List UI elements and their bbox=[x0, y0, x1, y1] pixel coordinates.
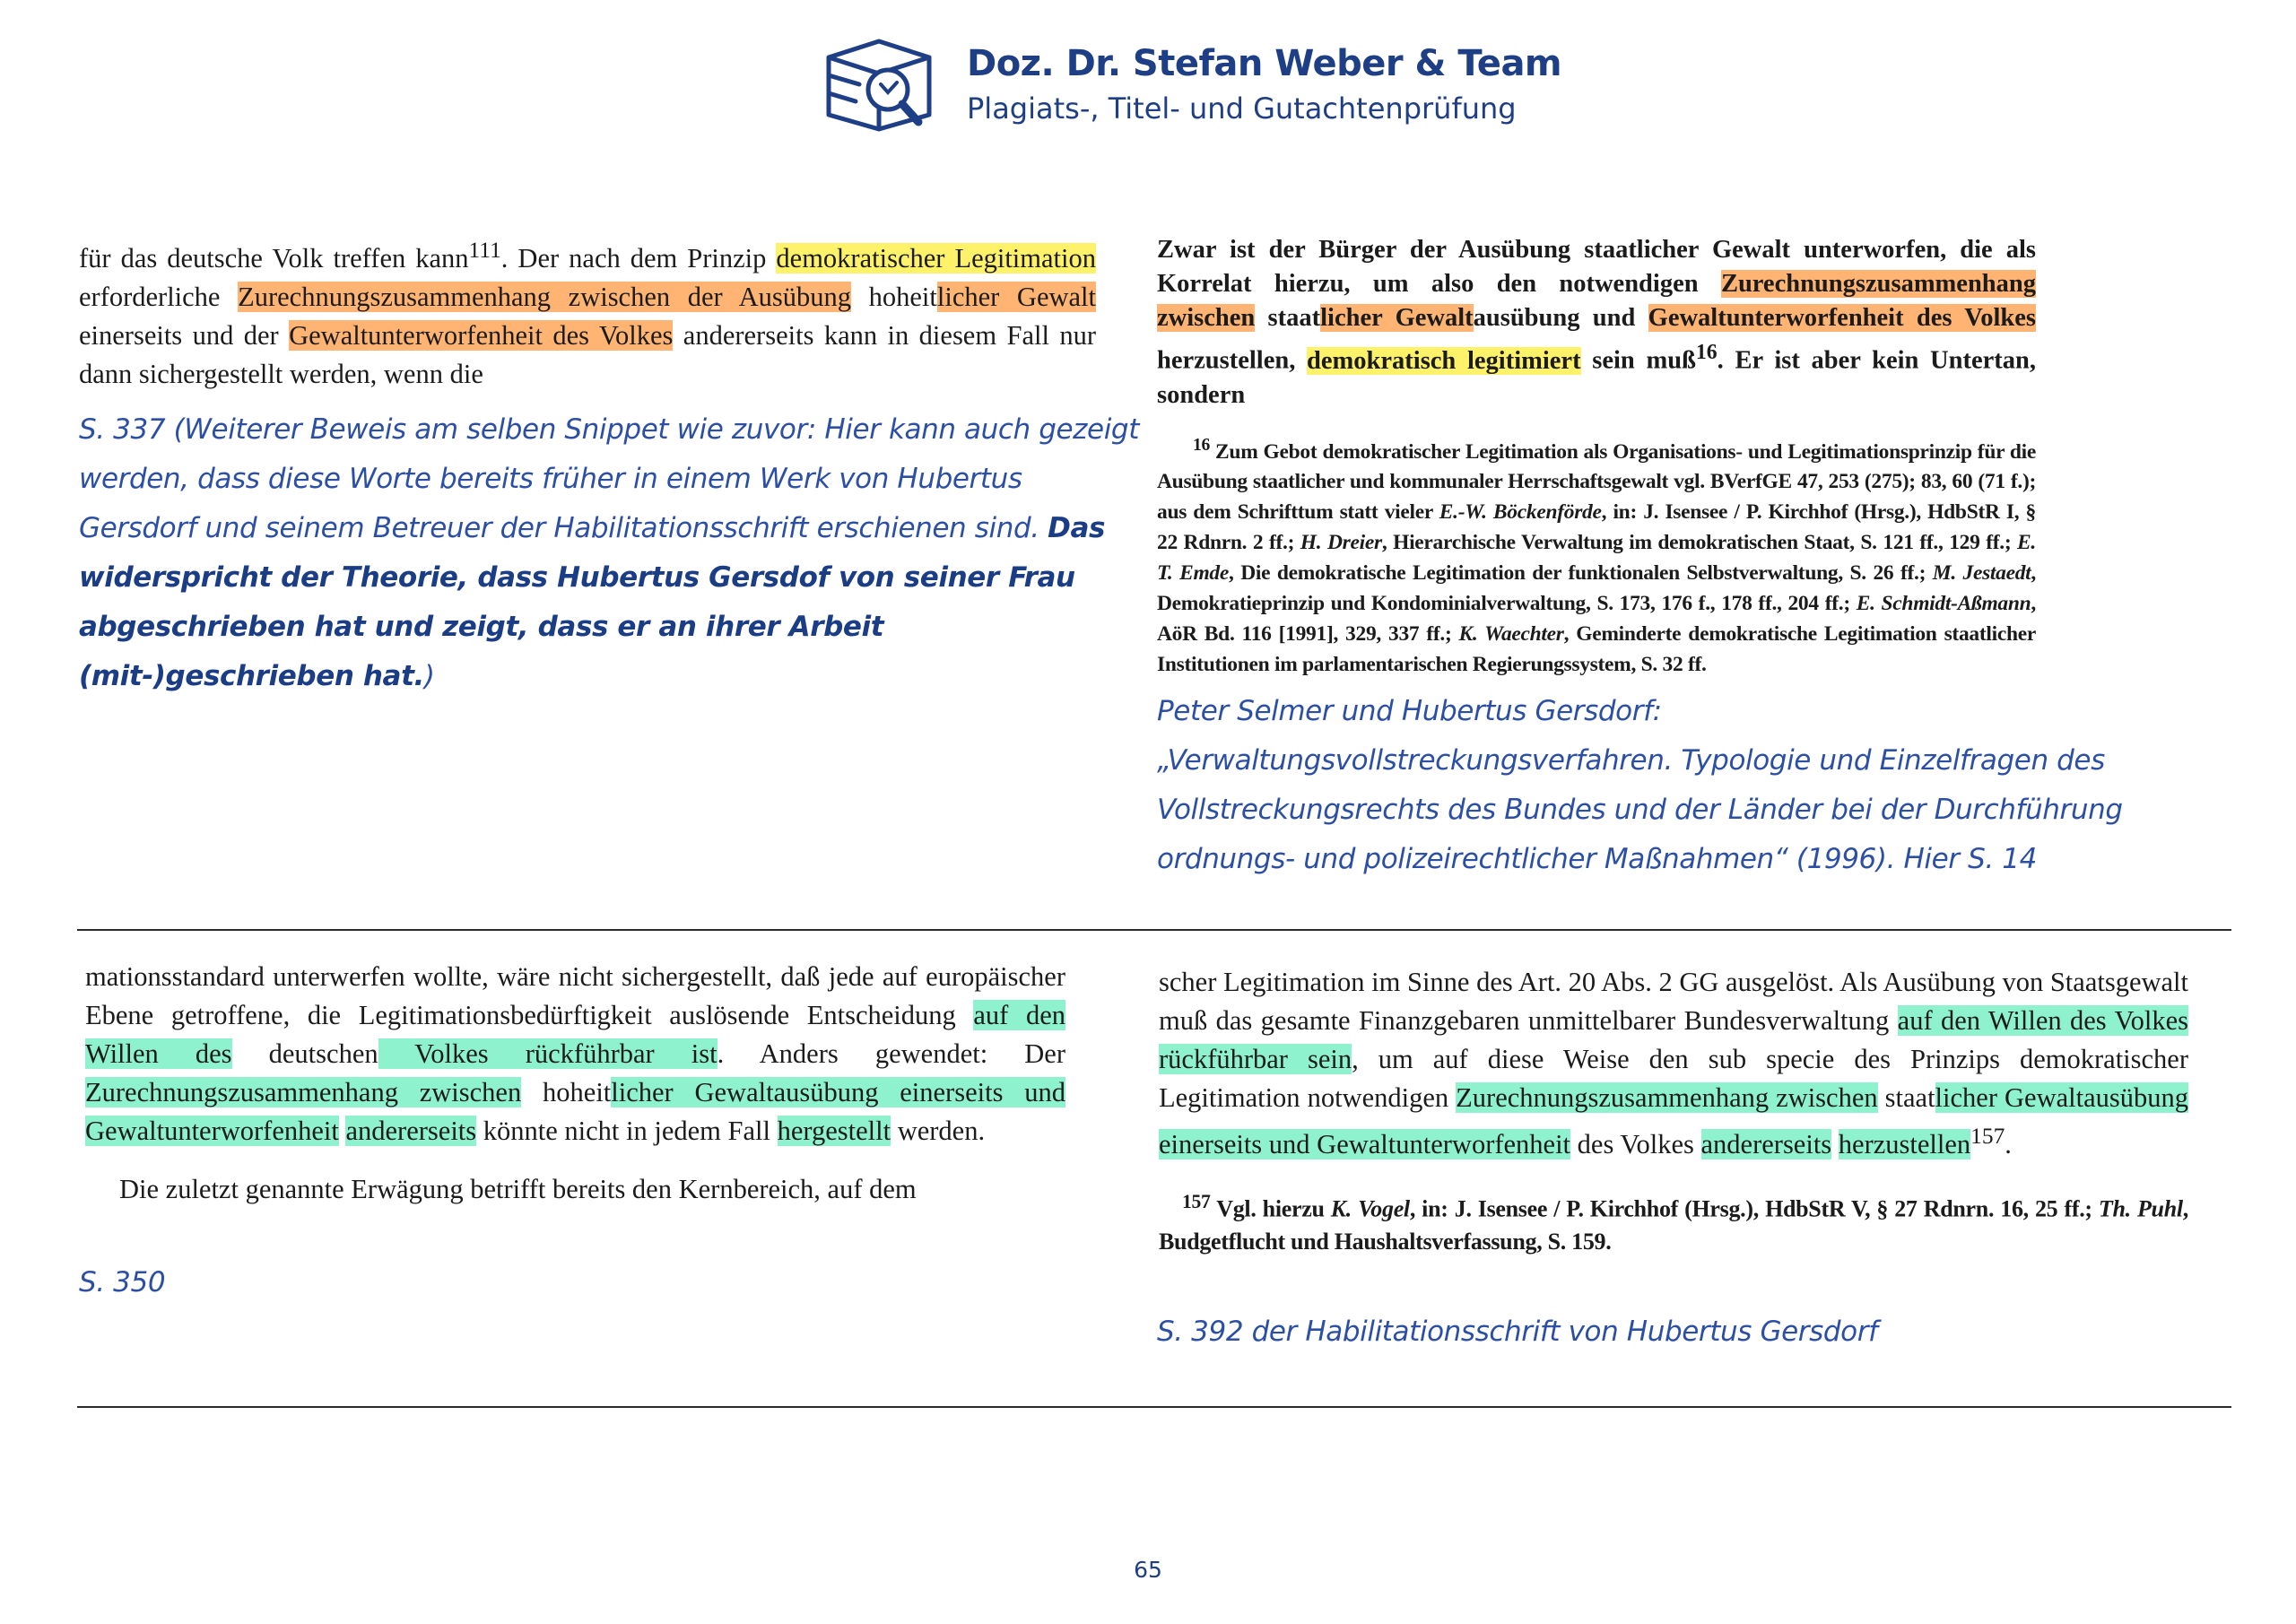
highlight-teal: licher Gewaltausübung einerseits und Gewaltunterworfenheit bbox=[1159, 1082, 2188, 1160]
highlight-yellow: demokratischer Legitimation bbox=[776, 243, 1096, 274]
brand-title: Doz. Dr. Stefan Weber & Team bbox=[967, 43, 1562, 84]
source-excerpt-left-2: mationsstandard unterwerfen wollte, wäre nicht sichergestellt, daß jede auf europäischer Ebene getroffene, die Legitimationsbedürftigkeit auslösende Entscheidung auf den Willen des deutschen Volkes rückführbar ist. Anders gewendet: Der Zurechnungszusammenhang zwischen hoheitlicher Gewaltausübung einerseits und Gewaltunterworfenheit andererseits könnte nicht in jedem Fall hergestellt werden. Die zuletzt genannte Erwägung betrifft bereits den Kernbereich, auf dem bbox=[85, 958, 1065, 1209]
caption-emphasis: Das widerspricht der Theorie, dass Hubertus Gersdof von seiner Frau abgeschrieben hat und zeigt, dass er an ihrer Arbeit (mit-)geschrieben hat. bbox=[79, 512, 1106, 692]
footnote-157: $^{157}$ Vgl. hierzu K. Vogel, in: J. Isensee / P. Kirchhof (Hrsg.), HdbStR V, § 27 Rdnrn. 16, 25 ff.; Th. Puhl, Budgetflucht und Haushaltsverfassung, S. 159. bbox=[1159, 1191, 2188, 1255]
caption-left-1: S. 337 (Weiterer Beweis am selben Snippet wie zuvor: Hier kann auch gezeigt werden, dass diese Worte bereits früher in einem Werk von Hubertus Gersdorf und seinem Betreuer der Habilitationsschrift erschienen sind. Das widerspricht der Theorie, dass Hubertus Gersdof von seiner Frau abgeschrieben hat und zeigt, dass er an ihrer Arbeit (mit-)geschrieben hat.) bbox=[79, 413, 1139, 692]
books-magnifier-icon bbox=[823, 36, 944, 133]
highlight-teal: hergestellt bbox=[777, 1116, 891, 1146]
divider-2 bbox=[77, 1406, 2231, 1408]
source-excerpt-right-1: Zwar ist der Bürger der Ausübung staatlicher Gewalt unterworfen, die als Korrelat hierzu, um also den notwendigen Zurechnungszusammenhang zwischen staatlicher Gewaltausübung und Gewaltunterworfenheit des Volkes herzustellen, demokratisch legitimiert sein muß$^{16}$. Er ist aber kein Untertan, sondern $^{16}$ Zum Gebot demokratischer Legitimation als Organisations- und Legitimationsprinzip für die Ausübung staatlicher und kommunaler Herrschaftsgewalt vgl. BVerfGE 47, 253 (275); 83, 60 (71 f.); aus dem Schrifttum statt vieler E.-W. Böckenförde, in: J. Isensee / P. Kirchhof (Hrsg.), HdbStR I, § 22 Rdnrn. 2 ff.; H. Dreier, Hierarchische Verwaltung im demokratischen Staat, S. 121 ff., 129 ff.; E. T. Emde, Die demokratische Legitimation der funktionalen Selbstverwaltung, S. 26 ff.; M. Jestaedt, Demokratieprinzip und Kondominialverwaltung, S. 173, 176 f., 178 ff., 204 ff.; E. Schmidt-Aßmann, AöR Bd. 116 [1991], 329, 337 ff.; K. Waechter, Geminderte demokratische Legitimation staatlicher Institutionen im parlamentarischen Regierungssystem, S. 32 ff. bbox=[1157, 233, 2036, 680]
footnote-16: $^{16}$ Zum Gebot demokratischer Legitimation als Organisations- und Legitimationsprinzip für die Ausübung staatlicher und kommunaler Herrschaftsgewalt vgl. BVerfGE 47, 253 (275); 83, 60 (71 f.); aus dem Schrifttum statt vieler E.-W. Böckenförde, in: J. Isensee / P. Kirchhof (Hrsg.), HdbStR I, § 22 Rdnrn. 2 ff.; H. Dreier, Hierarchische Verwaltung im demokratischen Staat, S. 121 ff., 129 ff.; E. T. Emde, Die demokratische Legitimation der funktionalen Selbstverwaltung, S. 26 ff.; M. Jestaedt, Demokratieprinzip und Kondominialverwaltung, S. 173, 176 f., 178 ff., 204 ff.; E. Schmidt-Aßmann, AöR Bd. 116 [1991], 329, 337 ff.; K. Waechter, Geminderte demokratische Legitimation staatlicher Institutionen im parlamentarischen Regierungssystem, S. 32 ff. bbox=[1157, 435, 2036, 677]
brand-subtitle: Plagiats-, Titel- und Gutachtenprüfung bbox=[967, 91, 1517, 126]
highlight-orange: Zurechnungszusammenhang zwischen der Ausübung bbox=[238, 282, 852, 313]
highlight-teal: Volkes rückführbar ist bbox=[378, 1038, 718, 1069]
highlight-orange: licher Gewalt bbox=[1320, 304, 1474, 332]
page-number: 65 bbox=[1134, 1557, 1162, 1583]
highlight-orange: licher Gewalt bbox=[936, 282, 1096, 313]
highlight-orange: Gewaltunterworfenheit des Volkes bbox=[289, 320, 674, 352]
highlight-teal: Zurechnungszusammenhang zwischen bbox=[1456, 1082, 1878, 1113]
highlight-teal: auf den Willen des bbox=[85, 1000, 1065, 1069]
caption-left-2: S. 350 bbox=[79, 1266, 166, 1298]
caption-right-1: Peter Selmer und Hubertus Gersdorf: „Verwaltungsvollstreckungsverfahren. Typologie und Einzelfragen des Vollstreckungsrechts des Bundes und der Länder bei der Durchführung ordnungs- und polizeirechtlicher Maßnahmen“ (1996). Hier S. 14 bbox=[1157, 695, 2123, 875]
highlight-orange: Zurechnungszusammenhang zwischen bbox=[1157, 270, 2036, 332]
highlight-yellow: demokratisch legitimiert bbox=[1307, 346, 1581, 375]
highlight-teal: Zurechnungszusammenhang zwischen bbox=[85, 1077, 522, 1107]
paragraph-continuation: Die zuletzt genannte Erwägung betrifft bereits den Kernbereich, auf dem bbox=[119, 1174, 917, 1204]
highlight-teal: andererseits bbox=[345, 1116, 477, 1146]
highlight-teal: andererseits bbox=[1700, 1129, 1832, 1160]
highlight-teal: auf den Willen des Volkes rückführbar sein bbox=[1159, 1005, 2188, 1074]
highlight-teal: herzustellen bbox=[1838, 1129, 1971, 1160]
divider-1 bbox=[77, 929, 2231, 931]
highlight-orange: Gewaltunterworfenheit des Volkes bbox=[1648, 304, 2037, 332]
caption-right-2: S. 392 der Habilitationsschrift von Hubertus Gersdorf bbox=[1157, 1316, 1878, 1348]
source-excerpt-left-1: für das deutsche Volk treffen kann$^{111}$. Der nach dem Prinzip demokratischer Legitimation erforderliche Zurechnungszusammenhang zwischen der Ausübung hoheitlicher Gewalt einerseits und der Gewaltunterworfenheit des Volkes andererseits kann in diesem Fall nur dann sichergestellt werden, wenn die bbox=[79, 238, 1096, 390]
highlight-teal: licher Gewaltausübung einerseits und Gewaltunterworfenheit bbox=[85, 1077, 1065, 1146]
page-header bbox=[823, 32, 1562, 140]
source-excerpt-right-2: scher Legitimation im Sinne des Art. 20 Abs. 2 GG ausgelöst. Als Ausübung von Staatsgewalt muß das gesamte Finanzgebaren unmittelbarer Bundesverwaltung auf den Willen des Volkes rückführbar sein, um auf diese Weise den sub specie des Prinzips demokratischer Legitimation notwendigen Zurechnungszusammenhang zwischen staatlicher Gewaltausübung einerseits und Gewaltunterworfenheit des Volkes andererseits herzustellen$^{157}$. $^{157}$ Vgl. hierzu K. Vogel, in: J. Isensee / P. Kirchhof (Hrsg.), HdbStR V, § 27 Rdnrn. 16, 25 ff.; Th. Puhl, Budgetflucht und Haushaltsverfassung, S. 159. bbox=[1159, 963, 2188, 1258]
